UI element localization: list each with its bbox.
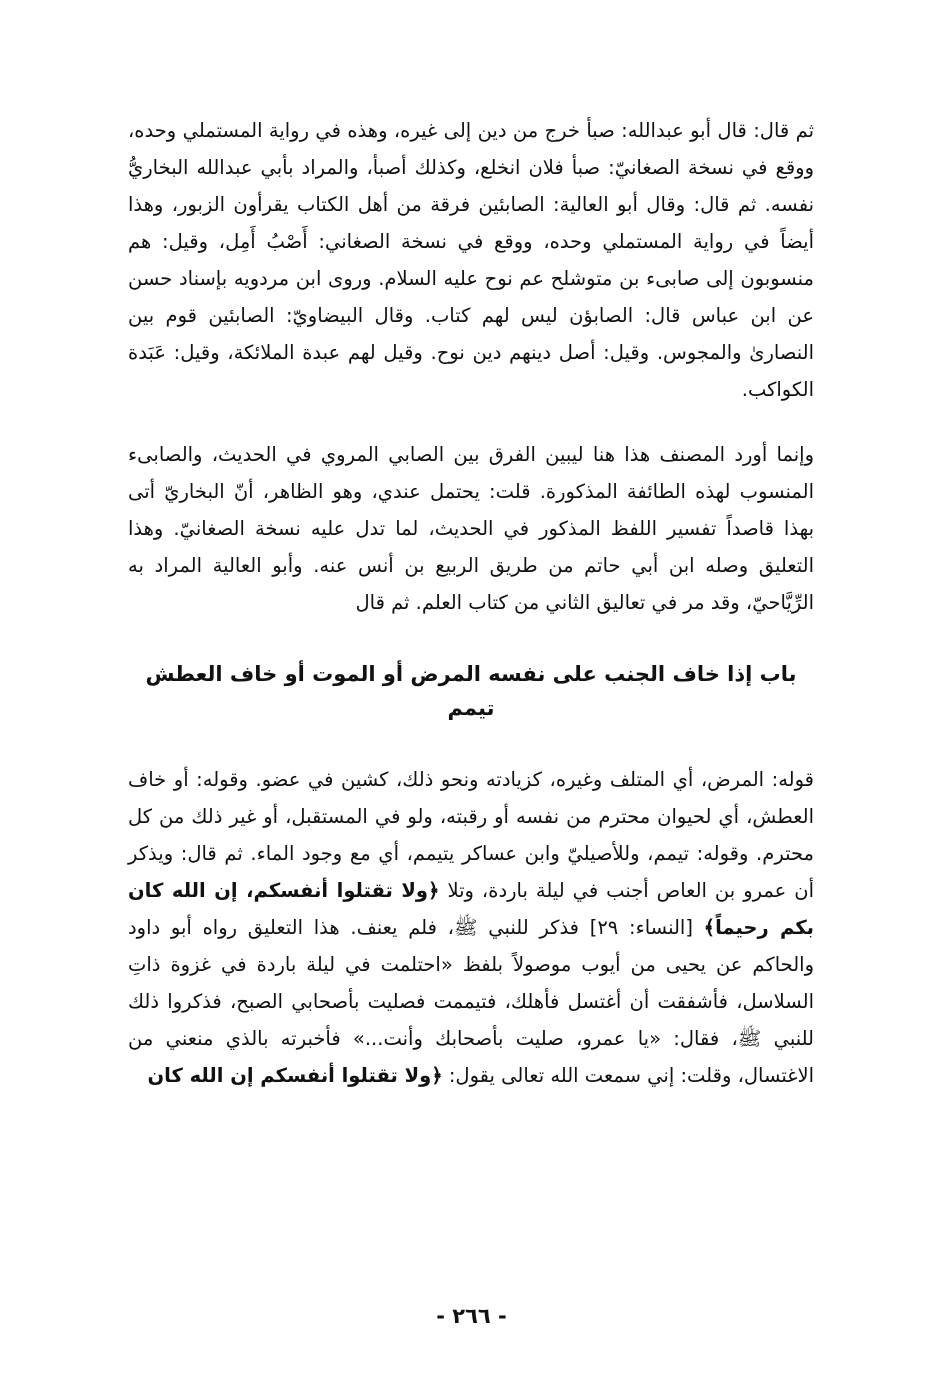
paragraph-2: وإنما أورد المصنف هذا هنا ليبين الفرق بين الصابي المروي في الحديث، والصابىء المنسوب لهذه الطائفة المذكورة. قلت: يحتمل عندي، وهو الظاهر، أنّ البخاريّ أتى بهذا قاصداً تفسير اللفظ المذكور في الحديث، لما تدل عليه نسخة الصغانيّ. وهذا التعليق وصله ابن أبي حاتم من طريق الربيع بن أنس عنه. وأبو العالية المراد به الرِّيَّاحيّ، وقد مر في تعاليق الثاني من كتاب العلم. ثم قال: [128, 443, 814, 614]
section-heading: باب إذا خاف الجنب على نفسه المرض أو الموت أو خاف العطش تيمم: [145, 662, 797, 720]
page-number: - ٢٦٦ -: [436, 1304, 507, 1328]
page-body: [128, 112, 814, 1094]
paragraph-1: ثم قال: قال أبو عبدالله: صبأ خرج من دين إلى غيره، وهذه في رواية المستملي وحده، ووقع في نسخة الصغانيّ: صبأ فلان انخلع، وكذلك أصبأ، والمراد بأبي عبدالله البخاريُّ نفسه. ثم قال: وقال أبو العالية: الصابئين فرقة من أهل الكتاب يقرأون الزبور، وهذا أيضاً في رواية المستملي وحده، ووقع في نسخة الصغاني: أَصْبُ أَمِل، وقيل: هم منسوبون إلى صابىء بن متوشلح عم نوح عليه السلام. وروى ابن مردويه بإسناد حسن عن ابن عباس قال: الصابؤن ليس لهم كتاب. وقال البيضاويّ: الصابئين قوم بين النصارىٰ والمجوس. وقيل: أصل دينهم دين نوح. وقيل لهم عبدة الملائكة، وقيل: عَبَدة الكواكب.: [128, 119, 814, 401]
paragraph-3-text-1: قوله: المرض، أي المتلف وغيره، كزيادته ونحو ذلك، كشين في عضو. وقوله: أو خاف العطش، أي لحيوان محترم من نفسه أو رقبته، ولو في المستقبل، أو غير ذلك من كل محترم. وقوله: تيمم، وللأصيليّ وابن عساكر يتيمم، أي مع وجود الماء. ثم قال: ويذكر أن عمرو بن العاص أجنب في ليلة باردة، وتلا: [128, 768, 815, 902]
quran-verse-2: ﴿ولا تقتلوا أنفسكم إن الله كان: [147, 1064, 443, 1087]
quran-verse-1: ﴿ولا تقتلوا أنفسكم، إن الله كان بكم رحيماً﴾: [128, 879, 814, 939]
paragraph-3: [128, 761, 814, 1094]
paragraph-3-text-2: [النساء: ٢٩] فذكر للنبي ﷺ، فلم يعنف. هذا التعليق رواه أبو داود والحاكم عن يحيى من أيوب موصولاً بلفظ «احتلمت في ليلة باردة في غزوة ذاتِ السلاسل، فأشفقت أن أغتسل فأهلك، فتيممت فصليت بأصحابي الصبح، فذكروا ذلك للنبي ﷺ، فقال: «يا عمرو، صليت بأصحابك وأنت...» فأخبرته بالذي منعني من الاغتسال، وقلت: إني سمعت الله تعالى يقول:: [128, 916, 814, 1087]
